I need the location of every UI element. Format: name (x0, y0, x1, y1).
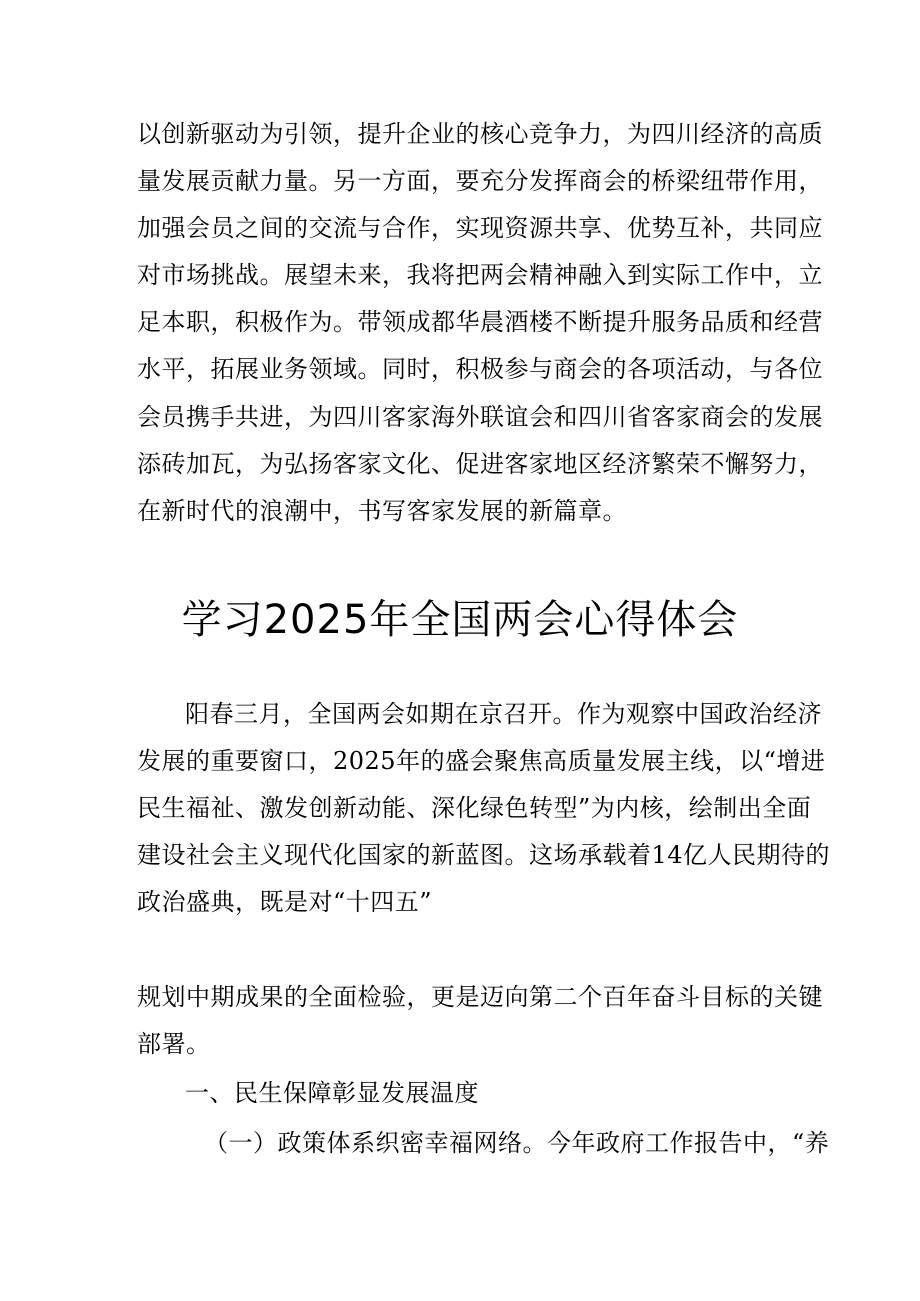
paragraph-line: 部署。 (137, 1030, 211, 1058)
subsection-line: （一）政策体系织密幸福网络。今年政府工作报告中，“养 (204, 1129, 830, 1157)
paragraph-line: 加强会员之间的交流与合作，实现资源共享、优势互补，共同应 (137, 214, 823, 242)
paragraph-line: 在新时代的浪潮中，书写客家发展的新篇章。 (137, 497, 627, 525)
document-title: 学习2025年全国两会心得体会 (181, 597, 739, 643)
paragraph-line: 对市场挑战。展望未来，我将把两会精神融入到实际工作中，立 (137, 261, 823, 289)
paragraph-line: 发展的重要窗口，2025年的盛会聚焦高质量发展主线，以“增进 (137, 747, 826, 775)
paragraph-line: 阳春三月，全国两会如期在京召开。作为观察中国政治经济 (185, 700, 822, 728)
paragraph-line: 建设社会主义现代化国家的新蓝图。这场承载着14亿人民期待的 (137, 841, 831, 869)
paragraph-line: 水平，拓展业务领域。同时，积极参与商会的各项活动，与各位 (137, 355, 823, 383)
paragraph-line: 政治盛典，既是对“十四五” (137, 888, 433, 916)
paragraph-line: 会员携手共进，为四川客家海外联谊会和四川省客家商会的发展 (137, 403, 823, 431)
paragraph-line: 添砖加瓦，为弘扬客家文化、促进客家地区经济繁荣不懈努力， (137, 450, 823, 478)
paragraph-line: 以创新驱动为引领，提升企业的核心竞争力，为四川经济的高质 (137, 120, 823, 148)
paragraph-line: 量发展贡献力量。另一方面，要充分发挥商会的桥梁纽带作用， (137, 167, 823, 195)
paragraph-line: 规划中期成果的全面检验，更是迈向第二个百年奋斗目标的关键 (137, 983, 823, 1011)
paragraph-line: 民生福祉、激发创新动能、深化绿色转型”为内核，绘制出全面 (137, 794, 812, 822)
section-heading: 一、民生保障彰显发展温度 (185, 1079, 479, 1107)
paragraph-line: 足本职，积极作为。带领成都华晨酒楼不断提升服务品质和经营 (137, 308, 823, 336)
